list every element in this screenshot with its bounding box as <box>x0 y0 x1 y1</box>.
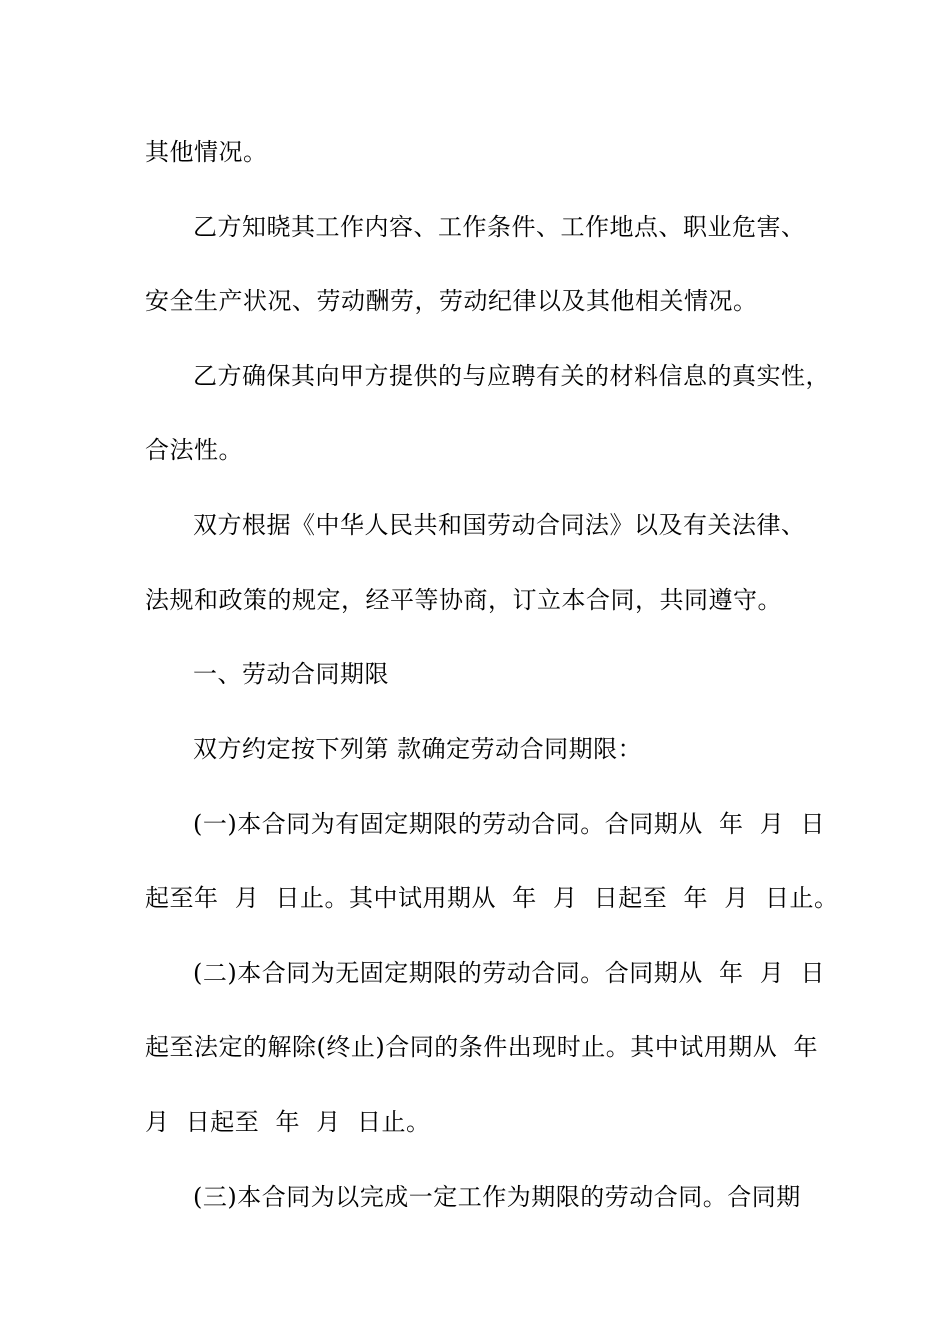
text-line: 乙方确保其向甲方提供的与应聘有关的材料信息的真实性， <box>193 362 830 390</box>
text-line: 法规和政策的规定，经平等协商，订立本合同，共同遵守。 <box>145 586 782 614</box>
text-line: (一)本合同为有固定期限的劳动合同。合同期从 年 月 日 <box>193 810 825 838</box>
section-heading: 一、劳动合同期限 <box>193 660 389 688</box>
text-line: 月 日起至 年 月 日止。 <box>145 1108 431 1136</box>
text-line: 起至法定的解除(终止)合同的条件出现时止。其中试用期从 年 <box>145 1033 818 1061</box>
text-line: (二)本合同为无固定期限的劳动合同。合同期从 年 月 日 <box>193 959 825 987</box>
text-line: 合法性。 <box>145 436 243 464</box>
text-line: (三)本合同为以完成一定工作为期限的劳动合同。合同期 <box>193 1183 801 1211</box>
text-line: 起至年 月 日止。其中试用期从 年 月 日起至 年 月 日止。 <box>145 884 839 912</box>
text-line: 安全生产状况、劳动酬劳，劳动纪律以及其他相关情况。 <box>145 287 758 315</box>
text-line: 乙方知晓其工作内容、工作条件、工作地点、职业危害、 <box>193 213 806 241</box>
text-line: 双方根据《中华人民共和国劳动合同法》以及有关法律、 <box>193 511 806 539</box>
text-line: 双方约定按下列第 款确定劳动合同期限： <box>193 735 643 763</box>
text-line: 其他情况。 <box>145 138 268 166</box>
